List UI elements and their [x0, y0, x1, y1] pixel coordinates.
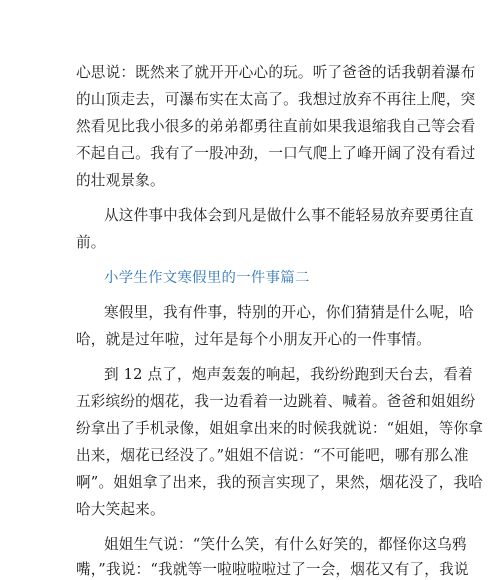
text-line: 到 12 点了，炮声轰轰的响起，我纷纷跑到天台去，看着 — [104, 366, 473, 383]
text-line: 五彩缤纷的烟花，我一边看着一边跳着、喊着。爸爸和姐姐纷 — [76, 393, 476, 410]
text-line: 寒假里，我有件事，特别的开心，你们猜猜是什么呢，哈 — [104, 304, 474, 321]
text-line: 从这件事中我体会到凡是做什么事不能轻易放弃要勇往直 — [104, 207, 474, 224]
text-line: 哈，就是过年啦，过年是每个小朋友开心的一件事情。 — [76, 331, 432, 348]
text-line: 前。 — [76, 234, 106, 251]
text-line: 啊”。姐姐拿了出来，我的预言实现了，果然，烟花没了，我哈 — [76, 474, 484, 491]
text-line: 的壮观景象。 — [76, 172, 165, 189]
text-line: 出来，烟花已经没了。”姐姐不信说：“不可能吧，哪有那么准 — [76, 447, 469, 464]
text-line: 嘴，”我说：“我就等一啦啦啦啦过了一会，烟花又有了，我说 — [76, 561, 469, 578]
text-line: 心思说：既然来了就开开心心的玩。听了爸爸的话我朝着瀑布 — [76, 64, 476, 81]
text-line: 哈大笑起来。 — [76, 501, 165, 518]
section-heading: 小学生作文寒假里的一件事篇二 — [104, 270, 310, 286]
text-line: 纷拿出了手机录像，姐姐拿出来的时候我就说：“姐姐，等你拿 — [76, 420, 484, 437]
text-line: 然看见比我小很多的弟弟都勇往直前如果我退缩我自己等会看 — [76, 118, 476, 135]
text-line: 不起自己。我有了一股冲劲，一口气爬上了峰开阔了没有看过 — [76, 145, 476, 162]
text-line: 姐姐生气说：“笑什么笑，有什么好笑的，都怪你这乌鸦 — [104, 536, 467, 553]
text-line: 的山顶走去，可瀑布实在太高了。我想过放弃不再往上爬，突 — [76, 91, 476, 108]
